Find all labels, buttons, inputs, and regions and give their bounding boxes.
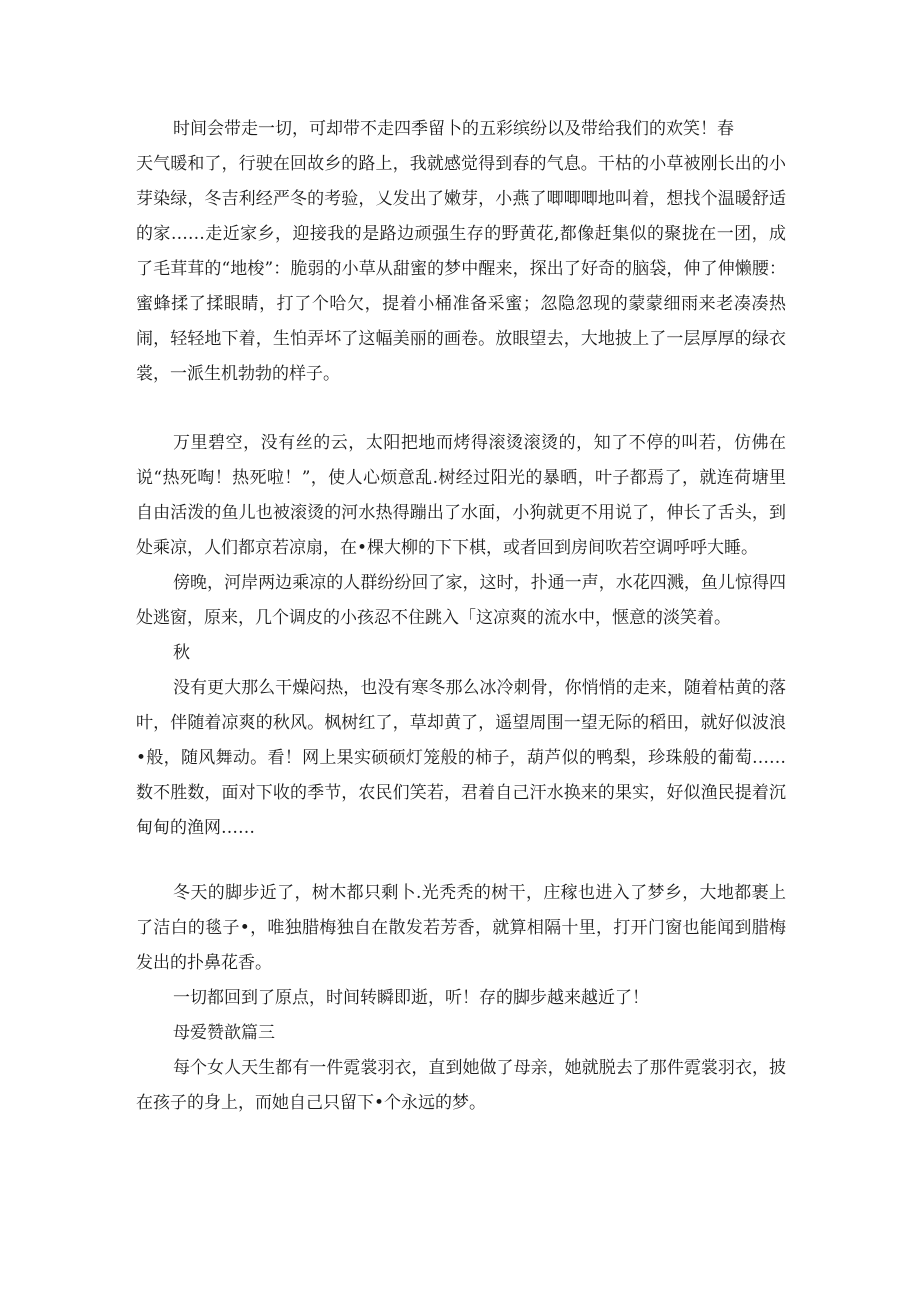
paragraph-conclusion: 一切都回到了原点，时间转瞬即逝，听！存的脚步越来越近了！ <box>173 988 649 1008</box>
section-title: 母爱赞歆篇三 <box>173 1023 275 1043</box>
paragraph-gap <box>136 392 786 426</box>
paragraph-evening: 傍晚，河岸两边乘凉的人群纷纷回了家，这时，扑通一声，水花四溅，鱼儿惊得四处逃窗，原来，几个调皮的小孩忍不住跳入「这凉爽的流水中，惬意的淡笑着。 <box>136 573 786 628</box>
paragraph-winter: 冬天的脚步近了，树木都只剩卜.光秃秃的树干，庄稼也进入了梦乡，大地都裹上了洁白的毯子•，唯独腊梅独自在散发若芳香，就算相隔十里，打开门窗也能闻到腊梅发出的扑鼻花香。 <box>136 883 786 973</box>
paragraph-autumn: 没有更大那么干燥闷热，也没有寒冬那么冰冷刺骨，你悄悄的走来，随着枯黄的落叶，伴随着凉爽的秋风。枫树红了，草却黄了，遥望周围一望无际的稻田，就好似波浪•般，随风舞动。看！网上果实硕硕灯笼般的柿子，葫芦似的鸭梨，珍珠般的葡萄……数不胜数，面对下收的季节，农民们笑若，君着自己汗水换来的果实，好似渔民提着沉甸甸的渔网…… <box>136 678 786 838</box>
paragraph-summer: 万里碧空，没有丝的云，太阳把地而烤得滚烫滚烫的，知了不停的叫若，仿佛在说“热死啕！热死啦！”，使人心烦意乱.树经过阳光的暴晒，叶子都焉了，就连荷塘里自由活泼的鱼儿也被滚烫的河水热得蹦出了水面，小狗就更不用说了，伸长了舌头，到处乘凉，人们都京若凉扇，在•棵大柳的下下棋，或者回到房间吹若空调呼呼大睡。 <box>136 433 786 558</box>
paragraph-spring: 天气暖和了，行驶在回故乡的路上，我就感觉得到春的气息。干枯的小草被刚长出的小芽染绿，冬吉利经严冬的考验，乂发出了嫩芽，小燕了唧唧唧地叫着，想找个温暖舒适的家……走近家乡，迎接我的是路边顽强生存的野黄花,都像赶集似的聚拢在一团，成了毛茸茸的“地梭”：脆弱的小草从甜蜜的梦中醒来，探出了好奇的脑袋，伸了伸懒腰：蜜蜂揉了揉眼睛，打了个哈欠，提着小桶准备采蜜；忽隐忽现的蒙蒙细雨来老凑凑热闹，轻轻地下着，生怕弄坏了这幅美丽的画卷。放眼望去，大地披上了一层厚厚的绿衣裳，一派生机勃勃的样子。 <box>136 154 786 384</box>
paragraph-mother: 每个女人天生都有一件霓裳羽衣，直到她做了母亲，她就脱去了那件霓裳羽衣，披在孩子的身上，而她自己只留下•个永远的梦。 <box>136 1058 786 1113</box>
heading-autumn: 秋 <box>173 643 190 663</box>
document-body <box>136 112 786 1121</box>
paragraph-intro: 时间会带走一切，可却带不走四季留卜的五彩缤纷以及带给我们的欢笑！春 <box>173 119 734 139</box>
paragraph-gap <box>136 846 786 876</box>
